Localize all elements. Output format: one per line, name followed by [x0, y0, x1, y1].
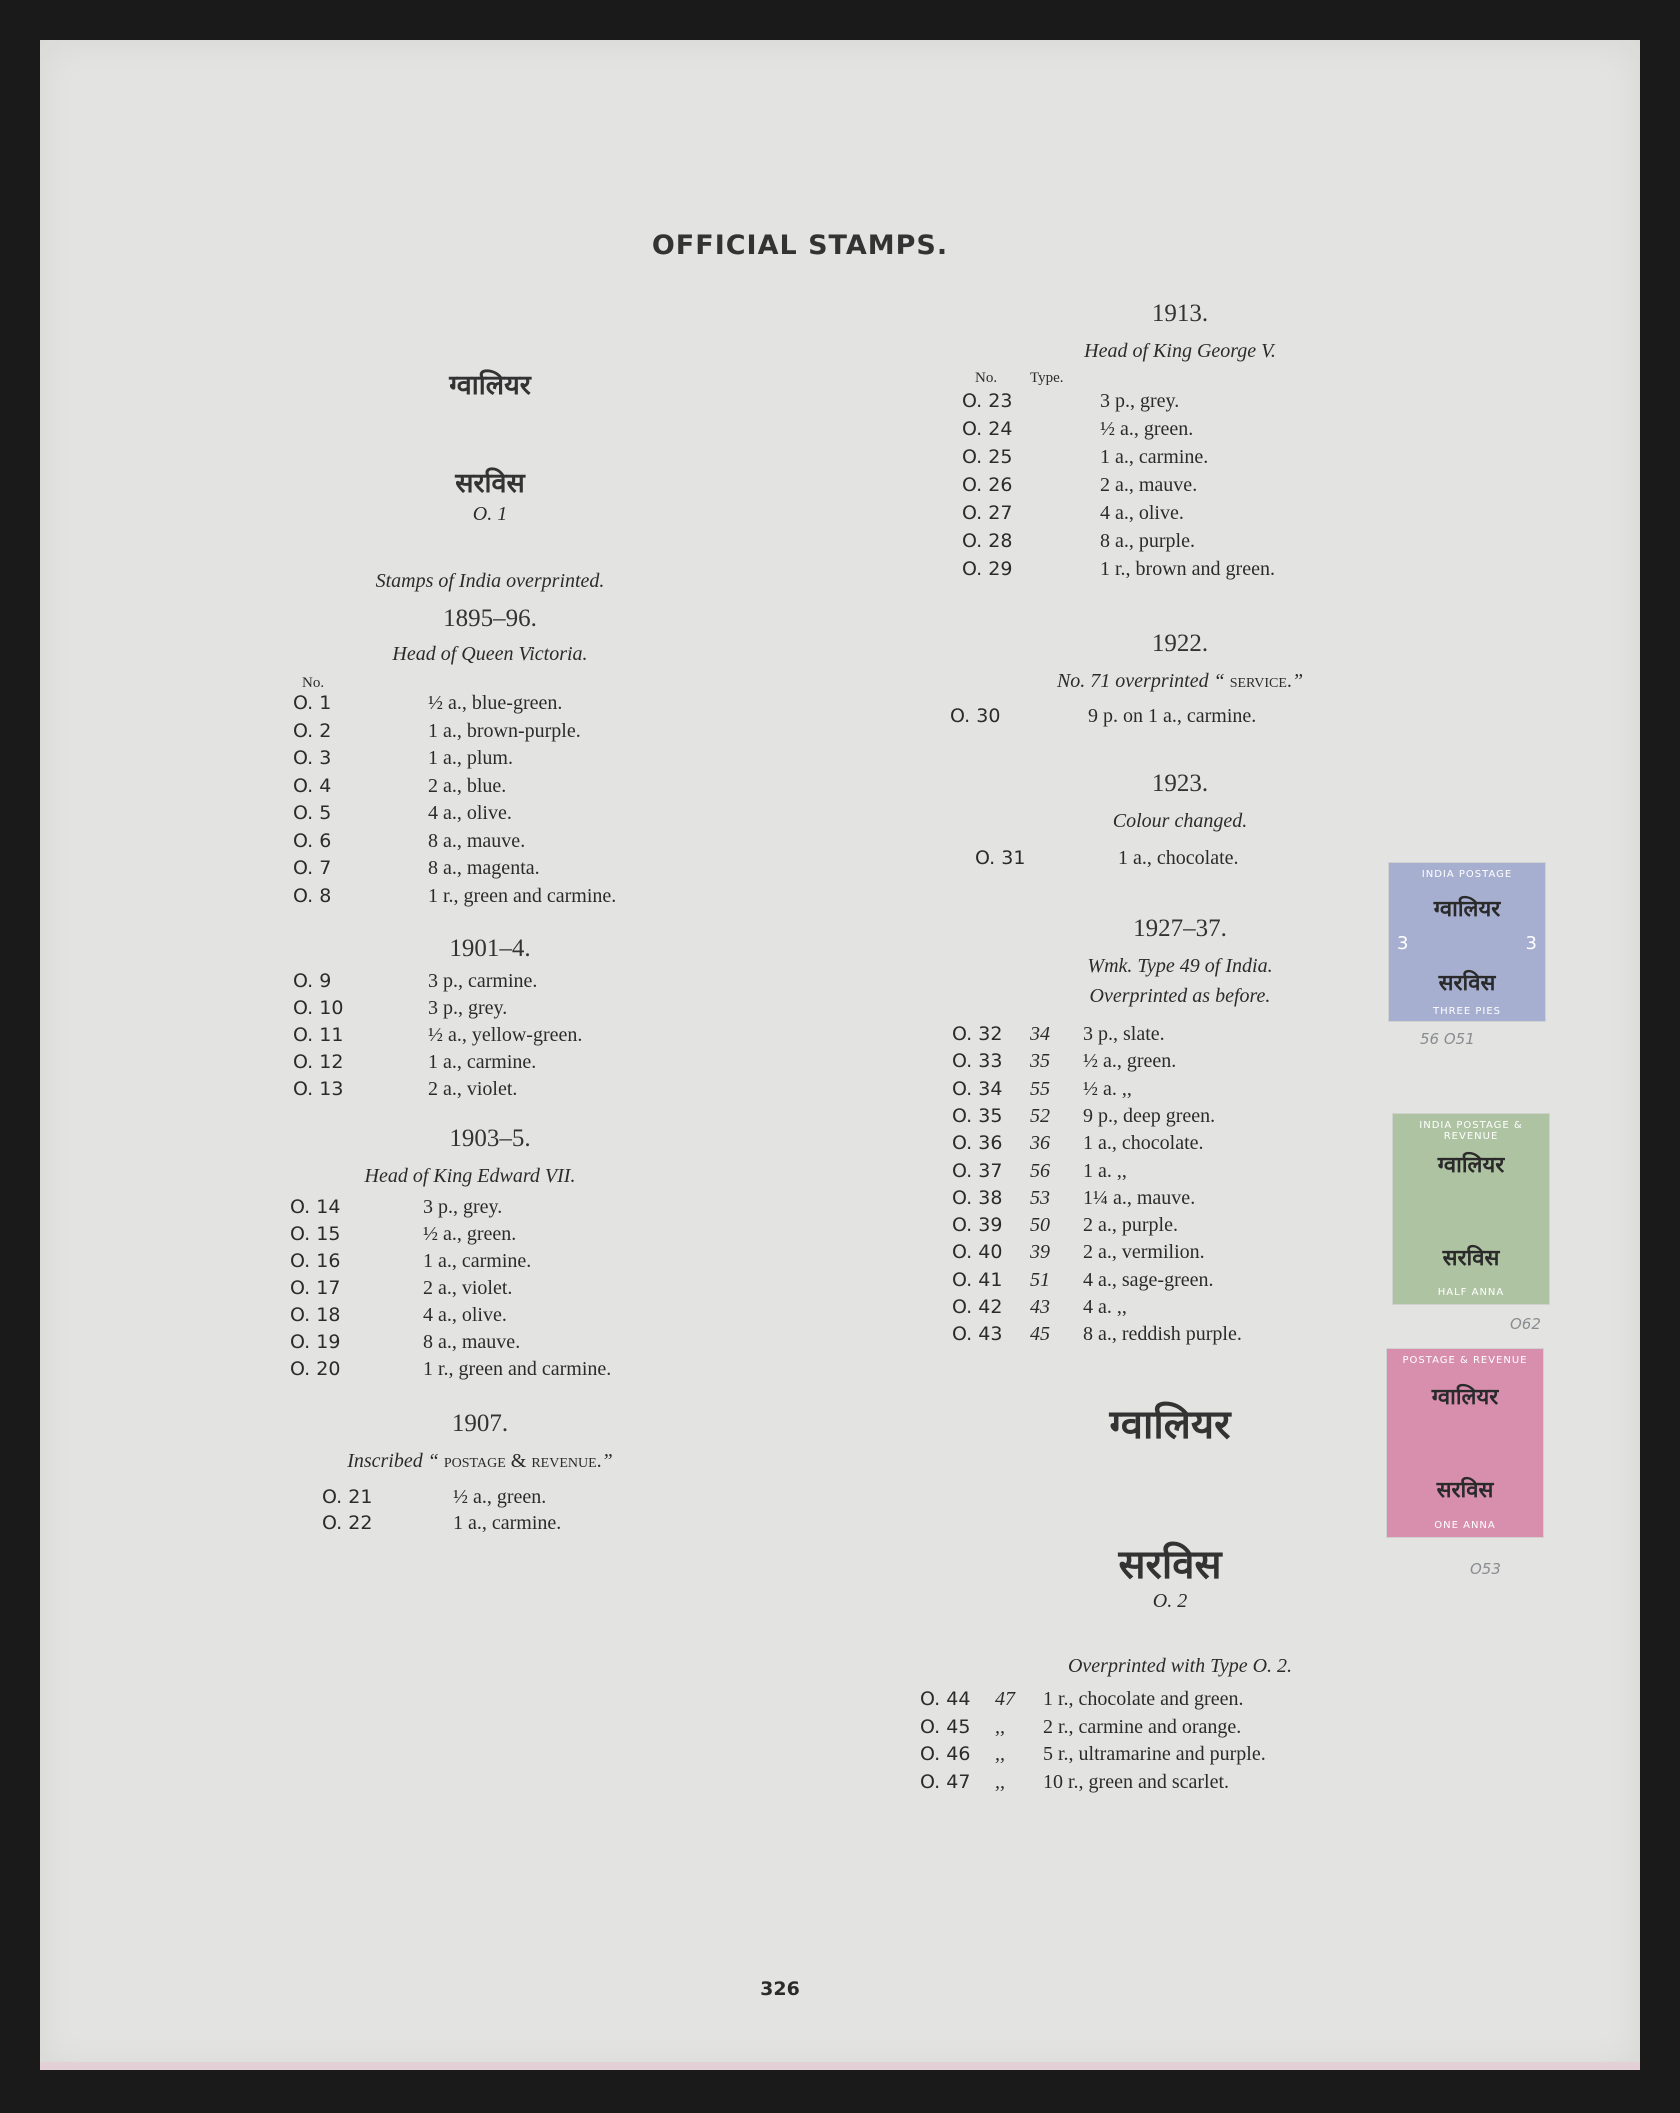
stamp-description: 4 a. ,, — [1083, 1296, 1127, 1318]
catalogue-number: O. 27 — [962, 502, 1013, 524]
album-page — [40, 40, 1640, 2070]
stamp-description: 4 a., olive. — [428, 802, 512, 824]
page-number: 326 — [760, 1978, 800, 2000]
stamp-top-text: POSTAGE & REVENUE — [1402, 1355, 1528, 1366]
catalogue-number: O. 16 — [290, 1250, 341, 1272]
stamp-description: ½ a. ,, — [1083, 1077, 1132, 1100]
type-number: ,, — [995, 1743, 1005, 1765]
type-number: 43 — [1030, 1296, 1050, 1318]
stamp-description: 5 r., ultramarine and purple. — [1043, 1743, 1266, 1765]
stamp-description: ½ a., green. — [1083, 1050, 1177, 1073]
type-number: 45 — [1030, 1323, 1050, 1346]
section-subtitle: Colour changed. — [1112, 810, 1248, 832]
catalogue-number: O. 23 — [962, 390, 1013, 412]
left-overprint-type: O. 1 — [472, 503, 508, 525]
left-overprint-word: सरविस — [455, 468, 525, 499]
stamp-description: 1 a., carmine. — [453, 1512, 562, 1534]
stamp-description: ½ a., yellow-green. — [428, 1024, 583, 1046]
catalogue-number: O. 39 — [952, 1214, 1003, 1237]
stamp-description: 2 a., violet. — [423, 1277, 513, 1299]
catalogue-number: O. 41 — [952, 1268, 1003, 1291]
catalogue-number: O. 21 — [322, 1486, 373, 1508]
catalogue-number: O. 6 — [293, 829, 332, 852]
stamp-overprint-bottom: सरविस — [1438, 971, 1496, 996]
section-year: 1913. — [1151, 300, 1209, 327]
stamp-description: 8 a., mauve. — [423, 1331, 521, 1353]
stamp-description: 3 p., carmine. — [428, 970, 538, 992]
right-overprint-word: सरविस — [1118, 1542, 1222, 1588]
section-subtitle: Head of King Edward VII. — [364, 1165, 576, 1187]
left-state-name: ग्वालियर — [449, 370, 531, 401]
stamp-top-text: INDIA POSTAGE — [1421, 869, 1513, 880]
section-subtitle: Head of Queen Victoria. — [392, 643, 588, 665]
stamp-description: 3 p., grey. — [423, 1196, 503, 1218]
stamp-description: 2 r., carmine and orange. — [1043, 1715, 1242, 1738]
subtitle-small-caps: postage & revenue. — [443, 1450, 602, 1472]
catalogue-number: O. 25 — [962, 446, 1013, 468]
section-year: 1901–4. — [449, 935, 531, 962]
stamp-3-pies[interactable] — [1388, 862, 1546, 1022]
type-number: 56 — [1030, 1159, 1050, 1182]
type-number: 35 — [1030, 1050, 1050, 1073]
type-number: ,, — [995, 1715, 1005, 1738]
stamp-description: 1 r., green and carmine. — [428, 884, 617, 907]
stamp-description: 9 p. on 1 a., carmine. — [1088, 705, 1257, 727]
catalogue-number: O. 44 — [920, 1688, 971, 1710]
stamp-description: 2 a., blue. — [428, 774, 507, 797]
stamp-bottom-text: ONE ANNA — [1434, 1520, 1496, 1531]
stamp-description: 1 a., carmine. — [423, 1250, 532, 1272]
catalogue-number: O. 19 — [290, 1331, 341, 1353]
catalogue-number: O. 22 — [322, 1512, 373, 1534]
catalogue-number: O. 43 — [952, 1323, 1003, 1346]
section-year: 1907. — [451, 1410, 509, 1437]
page-bottom-strip — [40, 2062, 1640, 2070]
column-header-no: No. — [302, 675, 325, 691]
type-number: 47 — [995, 1688, 1015, 1710]
section-year: 1922. — [1151, 630, 1209, 657]
stamp-description: 8 a., purple. — [1100, 530, 1195, 552]
column-header-type: Type. — [1030, 370, 1064, 386]
stamp-overprint-top: ग्वालियर — [1437, 1153, 1505, 1178]
type-number: ,, — [995, 1770, 1005, 1793]
pencil-note: O62 — [1510, 1315, 1541, 1333]
stamp-description: 3 p., grey. — [1100, 390, 1180, 412]
catalogue-number: O. 28 — [962, 530, 1013, 552]
stamp-description: 4 a., olive. — [1100, 502, 1184, 524]
page-title: OFFICIAL STAMPS. — [651, 230, 949, 261]
stamp-description: 8 a., mauve. — [428, 829, 526, 852]
stamp-description: 1¼ a., mauve. — [1083, 1186, 1196, 1209]
catalogue-number: O. 29 — [962, 558, 1013, 580]
catalogue-number: O. 45 — [920, 1715, 971, 1738]
catalogue-number: O. 37 — [952, 1159, 1003, 1182]
stamp-description: 1 a., brown-purple. — [428, 719, 581, 742]
catalogue-number: O. 42 — [952, 1296, 1003, 1318]
stamp-description: 3 p., grey. — [428, 997, 508, 1019]
stamp-description: ½ a., green. — [453, 1486, 547, 1508]
right-overprint-type: O. 2 — [1152, 1590, 1188, 1612]
catalogue-number: O. 32 — [952, 1023, 1003, 1045]
section-year: 1927–37. — [1133, 915, 1227, 942]
subtitle-pre: No. 71 overprinted “ — [1056, 670, 1230, 692]
stamp-top-text: INDIA POSTAGE & REVENUE — [1419, 1120, 1523, 1142]
catalogue-number: O. 30 — [950, 705, 1001, 727]
catalogue-number: O. 18 — [290, 1304, 341, 1326]
catalogue-number: O. 34 — [952, 1077, 1003, 1100]
catalogue-number: O. 3 — [293, 747, 332, 769]
type-number: 52 — [1030, 1104, 1050, 1127]
stamp-description: 2 a., vermilion. — [1083, 1241, 1205, 1264]
stamp-description: 1 r., green and carmine. — [423, 1358, 612, 1380]
stamp-description: 1 a., chocolate. — [1118, 847, 1239, 869]
stamp-value-right: 3 — [1525, 933, 1537, 954]
type-number: 55 — [1030, 1077, 1050, 1100]
stamp-overprint-bottom: सरविस — [1436, 1478, 1494, 1503]
stamp-bottom-text: THREE PIES — [1432, 1006, 1502, 1017]
stamp-description: 3 p., slate. — [1083, 1023, 1165, 1045]
stamp-description: ½ a., green. — [423, 1223, 517, 1245]
catalogue-number: O. 9 — [293, 970, 332, 992]
catalogue-number: O. 46 — [920, 1743, 971, 1765]
stamp-half-anna[interactable] — [1392, 1113, 1550, 1305]
stamp-description: 8 a., reddish purple. — [1083, 1323, 1242, 1346]
section-year: 1903–5. — [449, 1125, 531, 1152]
type-number: 50 — [1030, 1214, 1050, 1237]
section-subtitle: Wmk. Type 49 of India. — [1087, 955, 1273, 977]
type-number: 39 — [1030, 1241, 1050, 1264]
left-intro: Stamps of India overprinted. — [375, 570, 605, 592]
stamp-description: 1 r., brown and green. — [1100, 558, 1275, 580]
stamp-description: 8 a., magenta. — [428, 857, 540, 879]
stamp-description: ½ a., blue-green. — [428, 692, 563, 714]
section-year: 1923. — [1151, 770, 1209, 797]
catalogue-number: O. 31 — [975, 847, 1026, 869]
catalogue-number: O. 20 — [290, 1358, 341, 1380]
catalogue-number: O. 5 — [293, 802, 332, 824]
subtitle-small-caps: service. — [1229, 670, 1292, 692]
stamp-description: 1 a. ,, — [1083, 1159, 1127, 1182]
stamp-one-anna[interactable] — [1386, 1348, 1544, 1538]
stamp-description: 1 a., carmine. — [428, 1051, 537, 1073]
type-number: 51 — [1030, 1268, 1050, 1291]
catalogue-number: O. 36 — [952, 1132, 1003, 1155]
catalogue-number: O. 24 — [962, 418, 1013, 440]
right-state-name: ग्वालियर — [1109, 1402, 1231, 1448]
section-subtitle: Overprinted with Type O. 2. — [1067, 1655, 1293, 1677]
column-header-no: No. — [975, 370, 998, 386]
type-number: 36 — [1030, 1132, 1050, 1155]
stamp-description: 1 a., chocolate. — [1083, 1132, 1204, 1155]
catalogue-number: O. 40 — [952, 1241, 1003, 1264]
section-subtitle — [240, 1450, 720, 1473]
section-subtitle: Head of King George V. — [1084, 340, 1276, 362]
catalogue-number: O. 1 — [293, 692, 332, 714]
stamp-description: 1 a., plum. — [428, 747, 513, 769]
stamp-description: ½ a., green. — [1100, 418, 1194, 440]
catalogue-number: O. 17 — [290, 1277, 341, 1299]
section-year: 1895–96. — [443, 605, 537, 632]
catalogue-number: O. 10 — [293, 997, 344, 1019]
pencil-note: 56 O51 — [1420, 1030, 1475, 1048]
stamp-value-left: 3 — [1397, 933, 1409, 954]
catalogue-number: O. 11 — [293, 1024, 344, 1046]
catalogue-number: O. 7 — [293, 857, 332, 879]
stamp-overprint-top: ग्वालियर — [1431, 1385, 1499, 1410]
type-number: 53 — [1030, 1186, 1050, 1209]
pencil-note: O53 — [1470, 1560, 1501, 1578]
section-subtitle-2: Overprinted as before. — [1089, 985, 1271, 1007]
catalogue-number: O. 35 — [952, 1104, 1003, 1127]
catalogue-number: O. 12 — [293, 1051, 344, 1073]
catalogue-number: O. 15 — [290, 1223, 341, 1245]
stamp-description: 4 a., sage-green. — [1083, 1268, 1214, 1291]
type-number: 34 — [1030, 1023, 1050, 1045]
catalogue-number: O. 8 — [293, 884, 332, 907]
stamp-description: 4 a., olive. — [423, 1304, 507, 1326]
catalogue-number: O. 2 — [293, 719, 332, 742]
subtitle-post: ” — [601, 1450, 613, 1472]
catalogue-number: O. 38 — [952, 1186, 1003, 1209]
stamp-description: 10 r., green and scarlet. — [1043, 1770, 1230, 1793]
catalogue-number: O. 47 — [920, 1770, 971, 1793]
stamp-bottom-text: HALF ANNA — [1437, 1287, 1505, 1298]
stamp-overprint-top: ग्वालियर — [1433, 897, 1501, 922]
stamp-description: 1 a., carmine. — [1100, 446, 1209, 468]
subtitle-pre: Inscribed “ — [347, 1450, 444, 1472]
catalogue-number: O. 33 — [952, 1050, 1003, 1073]
stamp-description: 1 r., chocolate and green. — [1043, 1688, 1244, 1710]
stamp-overprint-bottom: सरविस — [1442, 1246, 1500, 1271]
stamp-description: 2 a., violet. — [428, 1078, 518, 1100]
subtitle-post: ” — [1291, 670, 1304, 692]
catalogue-number: O. 14 — [290, 1196, 341, 1218]
stamp-description: 9 p., deep green. — [1083, 1104, 1216, 1127]
catalogue-number: O. 13 — [293, 1078, 344, 1100]
catalogue-number: O. 26 — [962, 474, 1013, 496]
stamp-description: 2 a., purple. — [1083, 1214, 1178, 1237]
section-subtitle — [920, 670, 1440, 693]
stamp-description: 2 a., mauve. — [1100, 474, 1198, 496]
catalogue-number: O. 4 — [293, 774, 332, 797]
